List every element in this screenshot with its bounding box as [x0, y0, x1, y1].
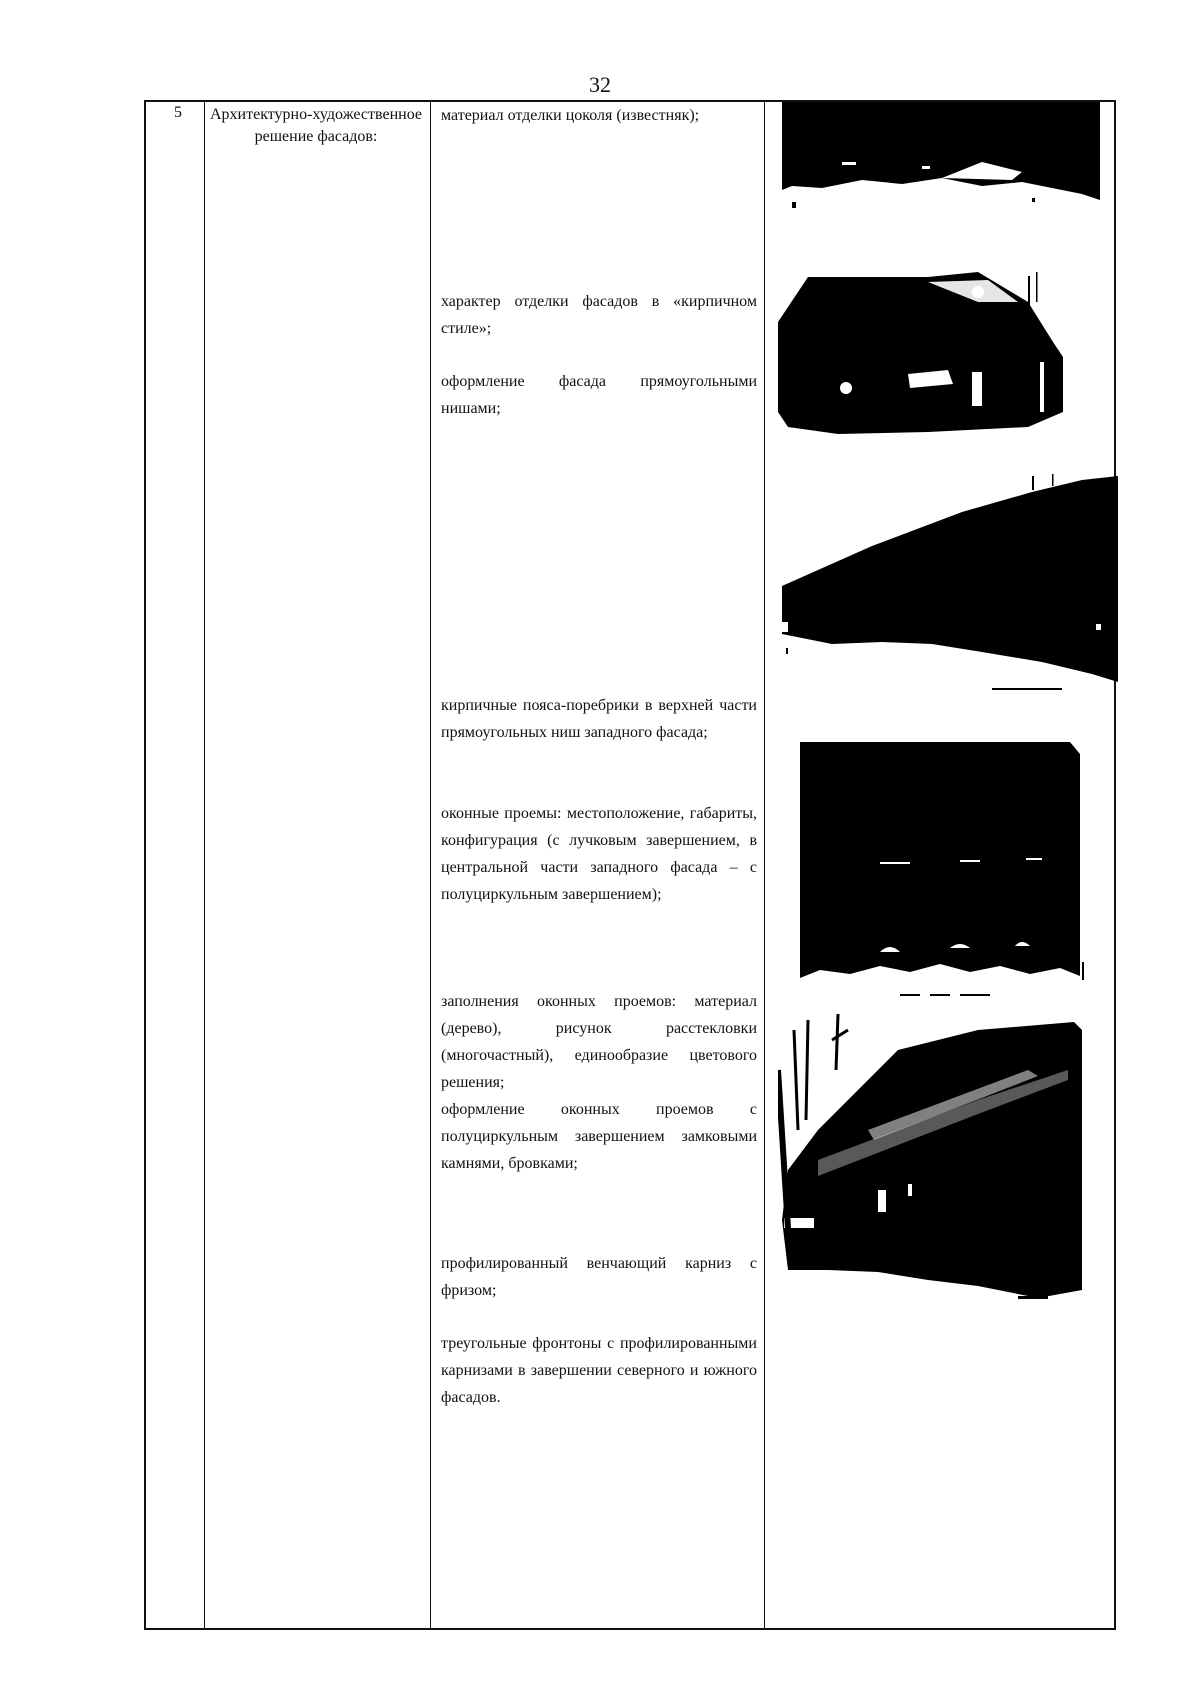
photo-window-openings — [800, 742, 1090, 1012]
page-number: 32 — [589, 72, 611, 97]
photo-west-facade — [782, 474, 1118, 694]
feature-item: оконные проемы: местоположение, габариты, конфигурация (с лучковым завершением, в центральной части западного фасада – с полуциркульным завершением); — [441, 805, 757, 903]
feature-item: треугольные фронтоны с профилированными карнизами в завершении северного и южного фасадов. — [441, 1335, 757, 1406]
column-divider — [204, 102, 205, 1628]
row-name: Архитектурно-художественное решение фасадов: — [210, 106, 422, 145]
feature-item: кирпичные пояса-поребрики в верхней части прямоугольных ниш западного фасада; — [441, 697, 757, 741]
row-number: 5 — [174, 104, 182, 121]
photo-plinth — [782, 102, 1102, 212]
feature-item: оформление оконных проемов с полуциркульным завершением замковыми камнями, бровками; — [441, 1101, 757, 1172]
column-divider — [430, 102, 431, 1628]
photo-cornice-pediments — [778, 1010, 1098, 1310]
feature-item: заполнения оконных проемов: материал (дерево), рисунок расстекловки (многочастный), единообразие цветового решения; — [441, 993, 757, 1091]
feature-item: оформление фасада прямоугольными нишами; — [441, 373, 757, 417]
column-divider — [764, 102, 765, 1628]
photo-facade-brick-style — [778, 262, 1088, 442]
feature-item: профилированный венчающий карниз с фризом; — [441, 1255, 757, 1299]
feature-item: характер отделки фасадов в «кирпичном стиле»; — [441, 293, 757, 337]
monument-features-table — [144, 100, 1116, 1630]
feature-item: материал отделки цоколя (известняк); — [441, 107, 700, 124]
